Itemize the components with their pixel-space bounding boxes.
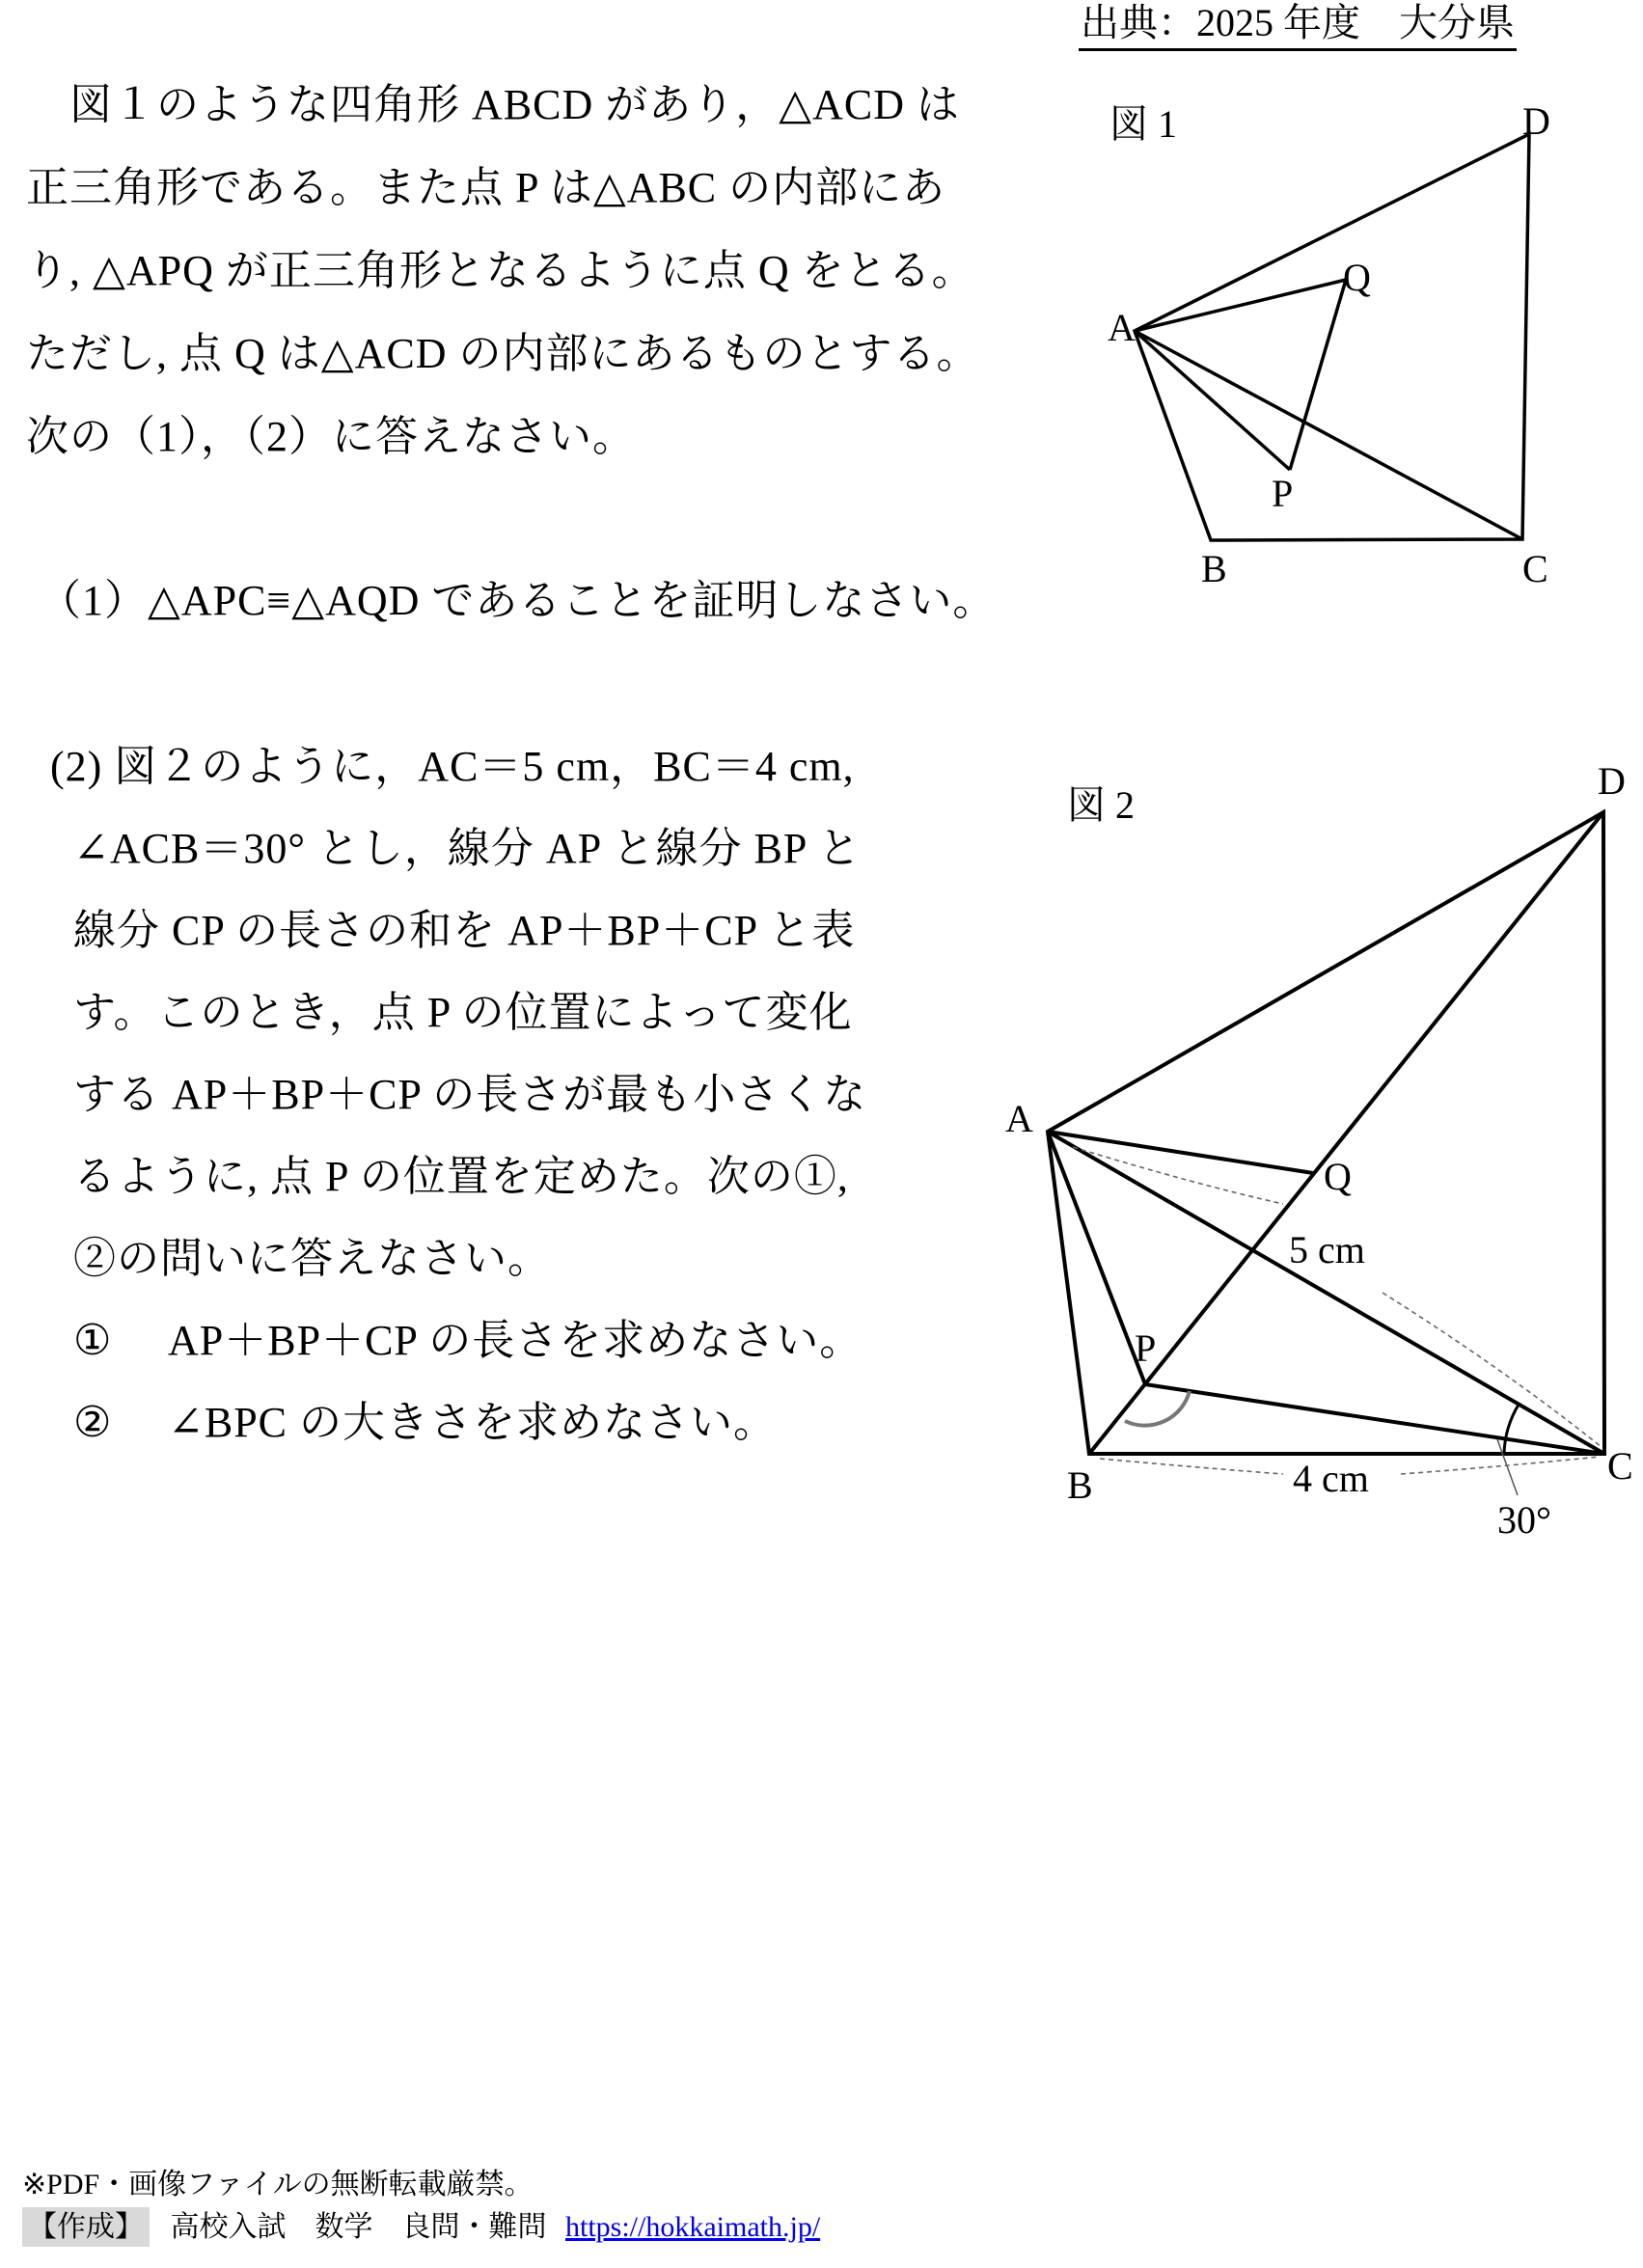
q2-line-4: す。このとき，点 P の位置によって変化 — [73, 989, 853, 1036]
quadrilateral-abcd — [1135, 134, 1529, 540]
segment-bd-2 — [1089, 812, 1603, 1454]
fig2-point-c: C — [1607, 1444, 1633, 1488]
footer-credit-row — [22, 2211, 820, 2244]
angle-acb-label: 30° — [1497, 1498, 1551, 1542]
figure-2-label: 図 2 — [1067, 783, 1135, 827]
q2-sub-2-number: ② — [73, 1399, 113, 1446]
q2-line-6: るように, 点 P の位置を定めた。次の①, — [73, 1153, 849, 1200]
q2-sub-1-number: ① — [73, 1317, 113, 1364]
fig2-point-d: D — [1598, 759, 1626, 803]
dim-bc-part-1 — [1100, 1459, 1283, 1474]
fig2-point-a: A — [1005, 1097, 1033, 1140]
figure-1-label: 図 1 — [1109, 102, 1177, 146]
intro-line-1: 図１のような四角形 ABCD があり，△ACD は — [26, 81, 960, 128]
intro-line-5: 次の（1），（2）に答えなさい。 — [26, 413, 636, 460]
author-badge: 【作成】 — [22, 2207, 150, 2247]
footer-notice: ※PDF・画像ファイルの無断転載厳禁。 — [22, 2169, 534, 2200]
dim-bc-part-2 — [1401, 1457, 1600, 1474]
q2-sub-2-text: ∠BPC の大きさを求めなさい。 — [168, 1399, 778, 1446]
figure-1-diagram — [1135, 134, 1529, 540]
fig2-point-q: Q — [1324, 1155, 1352, 1198]
question-1: （1）△APC≡△AQD であることを証明しなさい。 — [39, 577, 997, 624]
fig1-point-c: C — [1522, 547, 1548, 590]
dimension-ac-label: 5 cm — [1289, 1228, 1365, 1271]
fig2-point-b: B — [1067, 1463, 1093, 1507]
fig1-point-d: D — [1522, 99, 1550, 143]
segment-ac — [1135, 331, 1522, 539]
figure-2-diagram — [1048, 812, 1604, 1454]
fig2-point-p: P — [1135, 1326, 1157, 1370]
angle-label-leader — [1497, 1439, 1518, 1495]
fig1-point-a: A — [1108, 306, 1136, 349]
segment-aq-2 — [1048, 1132, 1313, 1173]
q2-sub-1-text: AP＋BP＋CP の長さを求めなさい。 — [168, 1317, 863, 1364]
fig1-point-q: Q — [1343, 256, 1371, 299]
fig1-point-b: B — [1201, 547, 1227, 590]
segment-aq — [1135, 280, 1346, 331]
angle-acb-arc — [1504, 1405, 1519, 1454]
source-header: 出典：2025 年度 大分県 — [1079, 0, 1517, 51]
q2-line-2: ∠ACB＝30° とし，線分 AP と線分 BP と — [73, 825, 862, 872]
intro-line-3: り, △APQ が正三角形となるように点 Q をとる。 — [26, 247, 975, 294]
fig1-point-p: P — [1272, 472, 1294, 515]
q2-line-5: する AP＋BP＋CP の長さが最も小さくな — [73, 1071, 867, 1118]
site-link[interactable]: https://hokkaimath.jp/ — [565, 2211, 821, 2243]
quadrilateral-abcd-2 — [1048, 812, 1604, 1454]
intro-line-4: ただし, 点 Q は△ACD の内部にあるものとする。 — [26, 330, 980, 377]
q2-line-3: 線分 CP の長さの和を AP＋BP＋CP と表 — [73, 907, 856, 954]
segment-pc-2 — [1145, 1384, 1604, 1454]
footer-credit: 高校入試 数学 良問・難問 — [170, 2211, 547, 2243]
intro-line-2: 正三角形である。また点 P は△ABC の内部にあ — [26, 164, 946, 211]
q2-line-1: (2) 図２のように，AC＝5 cm，BC＝4 cm, — [50, 743, 855, 790]
q2-line-7: ②の問いに答えなさい。 — [73, 1235, 551, 1282]
dimension-bc-label: 4 cm — [1293, 1457, 1369, 1500]
dim-ac-part-1 — [1073, 1147, 1283, 1204]
